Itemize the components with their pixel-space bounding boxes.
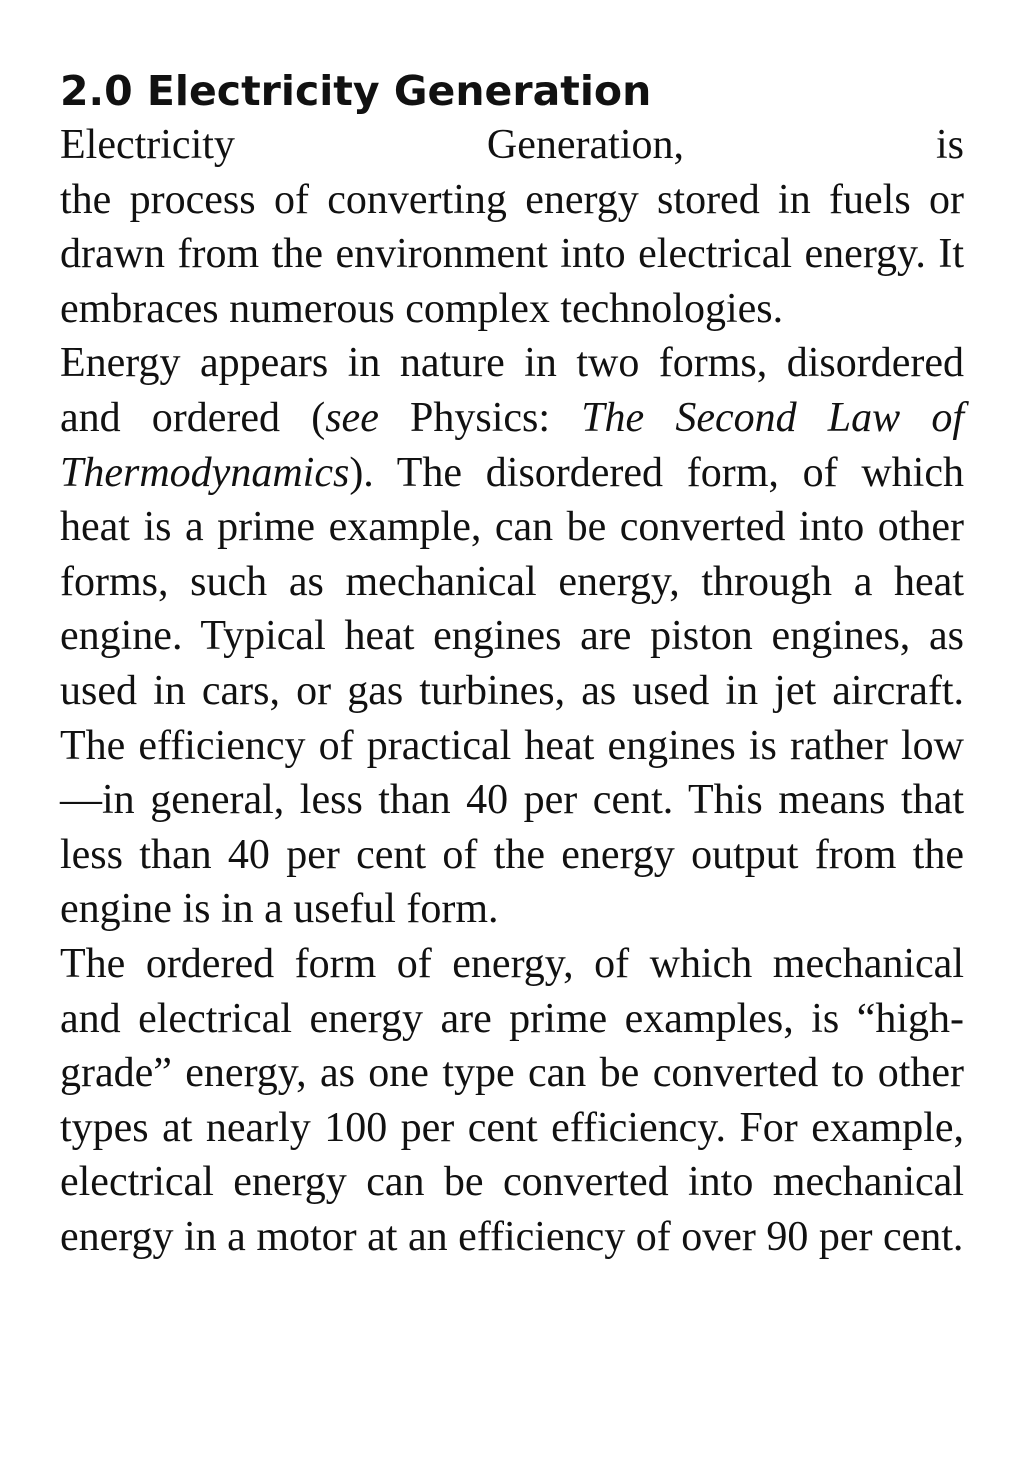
paragraph-electricity-generation — [60, 118, 964, 336]
paragraph-text-part: Energy appears in nature in two forms, disordered and ordered ( — [60, 340, 964, 441]
book-title: The Second Law of Thermodynamics — [60, 394, 965, 496]
word-is: is — [935, 122, 964, 168]
document-page — [60, 64, 964, 1264]
paragraph-first-line — [60, 118, 964, 173]
word-electricity: Electricity — [60, 122, 235, 168]
paragraph-text-part: ). The disordered form, of which heat is a prime example, can be converted into other forms, such as mechanical energy, through a heat engine. Typical heat engines are piston engines, as used in cars, or gas turbines, as used in jet aircraft. The efficiency of practical heat engines is rather low—in general, less than 40 per cent. This means that less than 40 per cent of the energy output from the engine is in a useful form. — [60, 449, 964, 933]
paragraph-energy-forms — [60, 336, 964, 937]
see-reference: see — [325, 394, 379, 441]
section-heading: 2.0 Electricity Generation — [60, 67, 652, 115]
paragraph-ordered-energy: The ordered form of energy, of which mechanical and electrical energy are prime examples, is “high-grade” energy, as one type can be converted to other types at nearly 100 per cent efficiency. For example, electrical energy can be converted into mechanical energy in a motor at an efficiency of over 90 per cent. — [60, 940, 964, 1260]
paragraph-text-part: Physics: — [378, 394, 582, 441]
word-generation: Generation, — [486, 122, 684, 168]
paragraph-body-text: the process of converting energy stored in fuels or drawn from the environment into electrical energy. It embraces numerous complex technologies. — [60, 176, 964, 332]
